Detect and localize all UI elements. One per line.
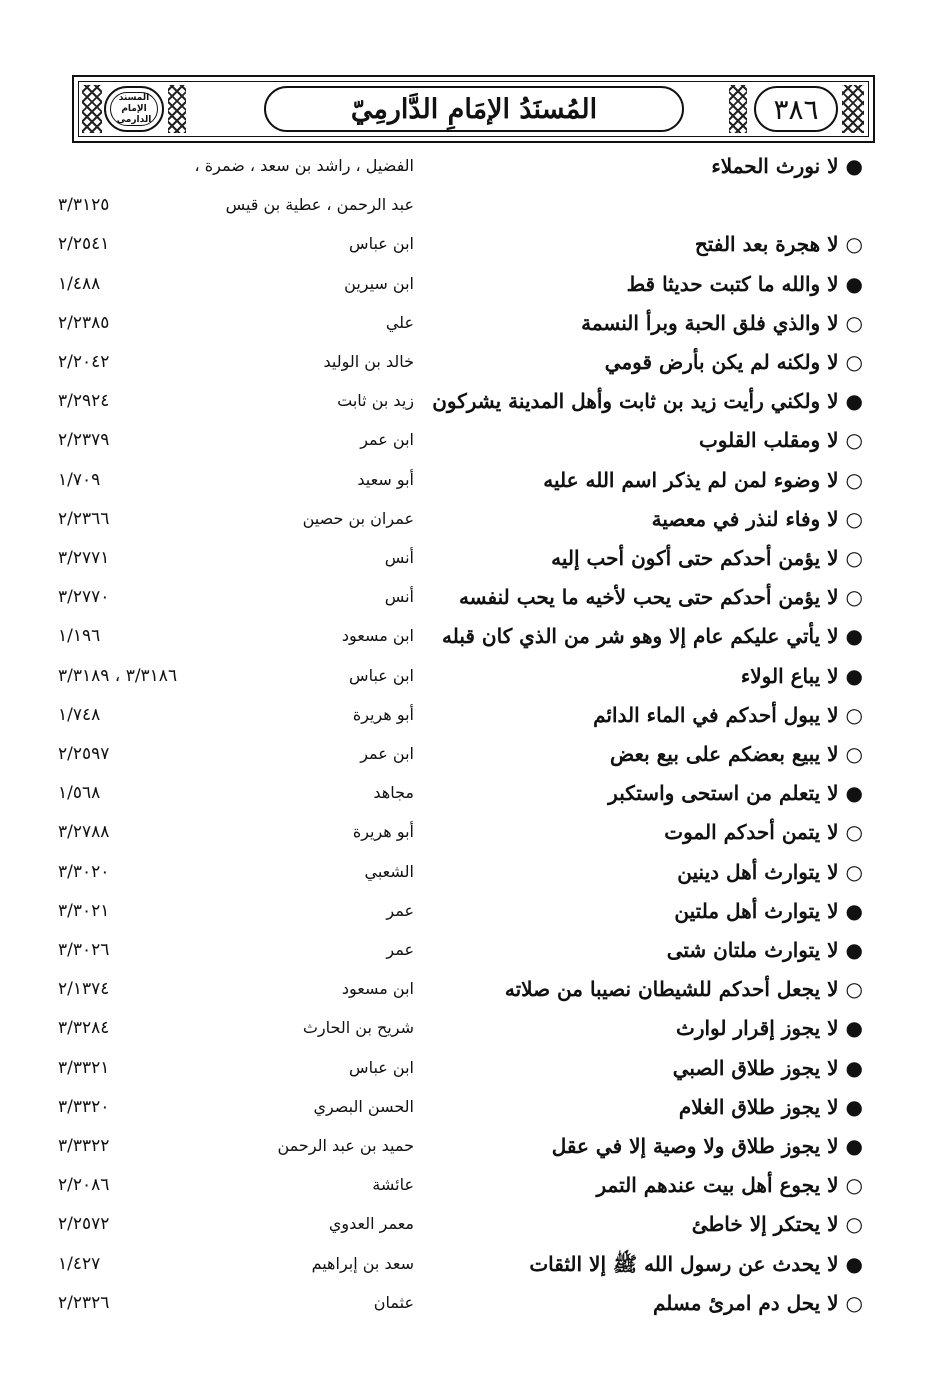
narrator-name: أنس [384, 548, 414, 567]
index-entry [0, 146, 939, 186]
narrator-name: عمران بن حصين [302, 508, 414, 528]
narrator-name: ابن سيرين [344, 273, 414, 293]
index-entry [0, 930, 939, 970]
volume-hadith-reference: ٢/٢٣٨٥ [58, 312, 110, 333]
index-entry [0, 969, 939, 1009]
narrator-name: الحسن البصري [313, 1096, 414, 1116]
volume-hadith-reference: ٣/٢٧٨٨ [58, 822, 110, 843]
volume-hadith-reference: ١/٥٦٨ [58, 783, 101, 804]
volume-hadith-reference: ٣/٢٩٢٤ [58, 391, 110, 412]
narrator-name: حميد بن عبد الرحمن [277, 1136, 414, 1155]
index-entry [0, 656, 939, 696]
narrator-name: ابن عباس [349, 234, 414, 254]
narrator-name: أبو سعيد [357, 469, 414, 489]
index-entry [0, 381, 939, 421]
narrator-name: عمر [386, 940, 414, 959]
narrator-name: الشعبي [364, 861, 414, 881]
hadith-incipit: ● لا نورث الحملاء [711, 154, 863, 178]
narrator-name: ابن عباس [349, 665, 414, 685]
hadith-incipit: ○ لا هجرة بعد الفتح [694, 232, 863, 257]
hadith-incipit: ○ لا ومقلب القلوب [698, 428, 863, 453]
index-entry [0, 616, 939, 656]
page-number: ٣٨٦ [773, 92, 819, 126]
volume-hadith-reference: ٢/٢٠٤٢ [58, 352, 110, 372]
hadith-incipit: ● لا يتعلم من استحى واستكبر [608, 781, 863, 806]
narrator-name: أبو هريرة [352, 704, 414, 724]
hadith-incipit: ● لا ولكني رأيت زيد بن ثابت وأهل المدينة يشركون [432, 389, 863, 414]
index-entry [0, 773, 939, 813]
index-entry [0, 1008, 939, 1048]
hadith-incipit: ● لا والله ما كتبت حديثا قط [626, 271, 863, 296]
index-entry [0, 420, 939, 460]
index-entry [0, 695, 939, 735]
volume-hadith-reference: ٢/٢٥٤١ [58, 234, 110, 255]
index-entry [0, 460, 939, 500]
index-entry [0, 499, 939, 539]
index-entry [0, 1126, 939, 1166]
narrator-name: الفضيل ، راشد بن سعد ، ضمرة ، [194, 156, 414, 175]
hadith-incipit: ○ لا يبيع بعضكم على بيع بعض [609, 742, 863, 766]
volume-hadith-reference: ٢/١٣٧٤ [58, 979, 110, 1000]
narrator-name: خالد بن الوليد [323, 352, 414, 371]
narrator-name: ابن عمر [360, 744, 414, 763]
hadith-incipit: ● لا يجوز طلاق ولا وصية إلا في عقل [551, 1134, 863, 1158]
index-entry [0, 264, 939, 304]
narrator-name: ابن عمر [360, 430, 414, 450]
index-entry [0, 342, 939, 382]
volume-hadith-reference: ٣/٣٣٢٢ [58, 1136, 110, 1156]
index-entry [0, 1283, 939, 1323]
narrator-name: ابن عباس [349, 1057, 414, 1077]
volume-hadith-reference: ٢/٢٣٢٦ [58, 1292, 110, 1313]
volume-hadith-reference: ١/٤٢٧ [58, 1253, 101, 1274]
volume-hadith-reference: ٣/٣٠٢١ [58, 900, 110, 921]
volume-hadith-reference: ٣/٣٠٢٦ [58, 940, 110, 960]
volume-hadith-reference: ١/٧٤٨ [58, 704, 101, 725]
hadith-incipit: ○ لا والذي فلق الحبة وبرأ النسمة [581, 310, 863, 335]
volume-hadith-reference: ٣/٣١٢٥ [58, 195, 110, 216]
index-entry [0, 852, 939, 892]
emblem-text: المسند الإمام الدارمي [116, 92, 152, 125]
index-entry [0, 577, 939, 617]
hadith-incipit: ○ لا يحل دم امرئ مسلم [652, 1290, 863, 1315]
hadith-incipit: ○ لا يؤمن أحدكم حتى أكون أحب إليه [551, 546, 863, 570]
index-entry [0, 734, 939, 774]
volume-hadith-reference: ٢/٢٣٧٩ [58, 430, 110, 451]
hadith-incipit: ● لا يباع الولاء [740, 663, 863, 688]
volume-hadith-reference: ٢/٢٠٨٦ [58, 1175, 110, 1196]
volume-hadith-reference: ١/٤٨٨ [58, 273, 101, 294]
narrator-name: معمر العدوي [328, 1214, 414, 1234]
volume-hadith-reference: ٣/٢٧٧١ [58, 548, 110, 568]
index-entry [0, 1087, 939, 1127]
hadith-incipit: ○ لا يجوع أهل بيت عندهم التمر [596, 1173, 863, 1198]
narrator-name: مجاهد [373, 783, 414, 803]
hadith-incipit: ○ لا يتوارث أهل دينين [677, 859, 863, 884]
narrator-name: أبو هريرة [352, 822, 414, 842]
volume-hadith-reference: ٢/٢٣٦٦ [58, 508, 110, 529]
index-entry [0, 1244, 939, 1284]
index-entry [0, 891, 939, 931]
volume-hadith-reference: ٣/٣١٨٦ ، ٣/٣١٨٩ [58, 665, 178, 686]
narrator-name: أنس [384, 587, 414, 607]
volume-hadith-reference: ٣/٣٢٨٤ [58, 1018, 110, 1039]
index-entry [0, 538, 939, 578]
index-entry [0, 303, 939, 343]
narrator-name: عبد الرحمن ، عطية بن قيس [225, 195, 414, 215]
narrator-name: زيد بن ثابت [337, 391, 414, 411]
index-entry [0, 1048, 939, 1088]
hadith-incipit: ○ لا يحتكر إلا خاطئ [691, 1212, 863, 1237]
hadith-incipit: ○ لا وضوء لمن لم يذكر اسم الله عليه [543, 467, 863, 492]
hadith-incipit: ● لا يأتي عليكم عام إلا وهو شر من الذي كان قبله [442, 624, 863, 649]
narrator-name: عمر [386, 900, 414, 920]
index-entry [0, 1204, 939, 1244]
narrator-name: علي [385, 312, 414, 332]
narrator-name: ابن مسعود [341, 626, 414, 646]
narrator-name: ابن مسعود [341, 979, 414, 999]
hadith-incipit: ○ لا يؤمن أحدكم حتى يحب لأخيه ما يحب لنفسه [458, 585, 863, 610]
index-entry [0, 185, 939, 225]
narrator-name: سعد بن إبراهيم [311, 1253, 414, 1273]
narrator-name: شريح بن الحارث [302, 1018, 414, 1038]
volume-hadith-reference: ١/٧٠٩ [58, 469, 101, 490]
volume-hadith-reference: ٣/٣٣٢١ [58, 1057, 110, 1078]
hadith-incipit: ○ لا ولكنه لم يكن بأرض قومي [604, 350, 863, 374]
hadith-incipit: ● لا يحدث عن رسول الله ﷺ إلا الثقات [529, 1251, 863, 1276]
hadith-incipit: ○ لا يجعل أحدكم للشيطان نصيبا من صلاته [504, 977, 863, 1002]
hadith-incipit: ○ لا وفاء لنذر في معصية [651, 506, 863, 531]
narrator-name: عثمان [373, 1292, 414, 1312]
hadith-incipit: ● لا يتوارث أهل ملتين [674, 898, 863, 923]
volume-hadith-reference: ٣/٣٣٢٠ [58, 1096, 110, 1117]
hadith-incipit: ● لا يتوارث ملتان شتى [666, 938, 863, 962]
volume-hadith-reference: ٣/٢٧٧٠ [58, 587, 110, 608]
index-entry [0, 1165, 939, 1205]
hadith-incipit: ● لا يجوز طلاق الغلام [678, 1094, 863, 1119]
hadith-incipit: ○ لا يبول أحدكم في الماء الدائم [593, 702, 863, 727]
volume-hadith-reference: ١/١٩٦ [58, 626, 101, 647]
volume-hadith-reference: ٢/٢٥٩٧ [58, 744, 110, 764]
narrator-name: عائشة [372, 1175, 414, 1195]
index-entry [0, 812, 939, 852]
index-entry [0, 224, 939, 264]
volume-hadith-reference: ٣/٣٠٢٠ [58, 861, 110, 882]
hadith-incipit: ● لا يجوز إقرار لوارث [675, 1016, 863, 1041]
hadith-incipit: ● لا يجوز طلاق الصبي [672, 1055, 863, 1080]
hadith-incipit: ○ لا يتمن أحدكم الموت [664, 820, 863, 845]
book-title: المُسنَدُ الإمَامِ الدَّارمِيّ [350, 93, 598, 125]
volume-hadith-reference: ٢/٢٥٧٢ [58, 1214, 110, 1235]
